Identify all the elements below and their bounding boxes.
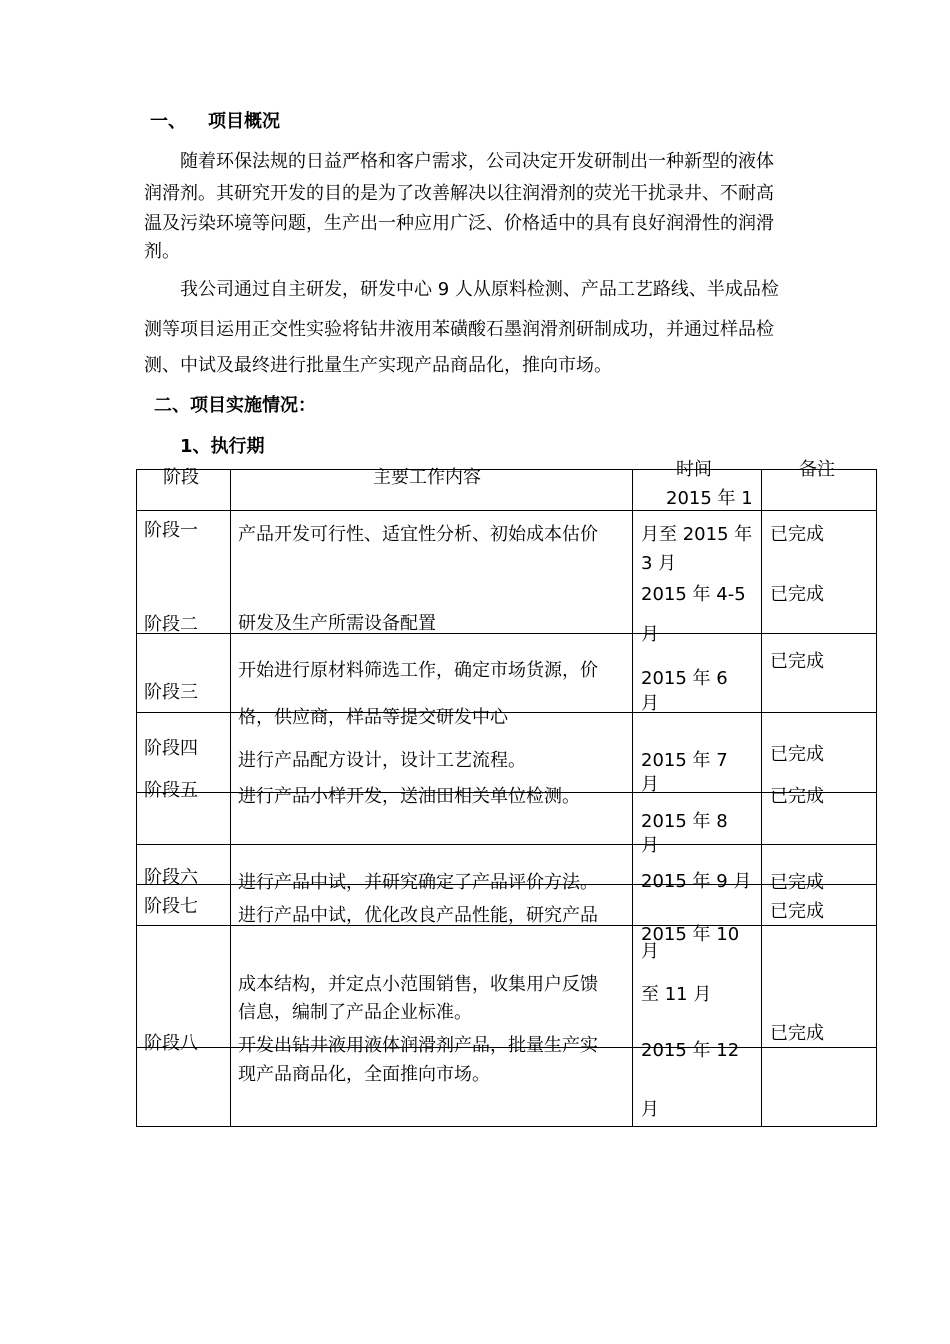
- table-cell-content: 开发出钻井液用液体润滑剂产品，批量生产实: [238, 1035, 598, 1056]
- paragraph-line: 温及污染环境等问题，生产出一种应用广泛、价格适中的具有良好润滑性的润滑: [144, 213, 774, 234]
- table-cell-stage: 阶段一: [144, 520, 198, 541]
- table-cell-note: 已完成: [770, 584, 824, 605]
- table-cell-content: 产品开发可行性、适宜性分析、初始成本估价: [238, 524, 598, 545]
- table-header-stage: 阶段: [163, 467, 199, 488]
- table-cell-note: 已完成: [770, 651, 824, 672]
- table-header-time: 时间: [676, 459, 712, 480]
- paragraph-line: 测等项目运用正交性实验将钻井液用苯磺酸石墨润滑剂研制成功，并通过样品检: [144, 319, 774, 340]
- table-cell-time: 2015 年 6: [641, 668, 728, 689]
- table-cell-stage: 阶段七: [144, 896, 198, 917]
- table-cell-stage: 阶段三: [144, 682, 198, 703]
- table-cell-time: 2015 年 12: [641, 1040, 740, 1061]
- section-title: 二、项目实施情况：: [154, 395, 316, 416]
- table-cell-time: 月: [641, 941, 659, 962]
- table-cell-time: 月: [641, 774, 659, 795]
- table-cell-content: 开始进行原材料筛选工作，确定市场货源，价: [238, 660, 598, 681]
- table-cell-time: 月: [641, 835, 659, 856]
- table-cell-time: 月至 2015 年: [641, 524, 753, 545]
- table-cell-time: 2015 年 9 月: [641, 871, 752, 892]
- table-cell-stage: 阶段八: [144, 1033, 198, 1054]
- table-border: [136, 469, 877, 470]
- table-cell-content: 成本结构，并定点小范围销售，收集用户反馈: [238, 974, 598, 995]
- table-cell-time: 2015 年 10: [641, 924, 740, 945]
- paragraph-line: 我公司通过自主研发，研发中心 9 人从原料检测、产品工艺路线、半成品检: [180, 279, 779, 300]
- table-cell-note: 已完成: [770, 524, 824, 545]
- table-cell-note: 已完成: [770, 872, 824, 893]
- table-header-content: 主要工作内容: [373, 467, 481, 488]
- table-cell-content: 格，供应商，样品等提交研发中心: [238, 707, 508, 728]
- table-cell-stage: 阶段四: [144, 738, 198, 759]
- table-border: [761, 469, 762, 1127]
- table-cell-time: 2015 年 4-5: [641, 584, 746, 605]
- table-cell-content: 进行产品小样开发，送油田相关单位检测。: [238, 786, 580, 807]
- subsection-title: 1、执行期: [180, 436, 265, 457]
- table-border: [136, 844, 877, 845]
- table-cell-stage: 阶段六: [144, 867, 198, 888]
- table-border: [136, 1126, 877, 1127]
- section-number: 一、: [150, 111, 186, 132]
- section-title: 项目概况: [208, 111, 280, 132]
- paragraph-line: 随着环保法规的日益严格和客户需求，公司决定开发研制出一种新型的液体: [180, 151, 774, 172]
- table-cell-content: 进行产品中试，并研究确定了产品评价方法。: [238, 872, 598, 893]
- table-border: [876, 469, 877, 1127]
- table-border: [230, 469, 231, 1127]
- table-cell-time: 3 月: [641, 553, 677, 574]
- table-cell-note: 已完成: [770, 1023, 824, 1044]
- table-cell-content: 信息，编制了产品企业标准。: [238, 1002, 472, 1023]
- table-cell-note: 已完成: [770, 786, 824, 807]
- table-cell-stage: 阶段五: [144, 780, 198, 801]
- table-cell-content: 进行产品中试，优化改良产品性能，研究产品: [238, 905, 598, 926]
- table-border: [136, 469, 137, 1127]
- table-border: [632, 469, 633, 1127]
- paragraph-line: 测、中试及最终进行批量生产实现产品商品化，推向市场。: [144, 355, 612, 376]
- table-cell-time: 至 11 月: [641, 984, 712, 1005]
- table-cell-time: 月: [641, 693, 659, 714]
- table-cell-time: 2015 年 8: [641, 811, 728, 832]
- table-cell-time: 月: [641, 624, 659, 645]
- table-header-note: 备注: [799, 459, 835, 480]
- table-cell-content: 现产品商品化，全面推向市场。: [238, 1064, 490, 1085]
- paragraph-line: 剂。: [144, 241, 180, 262]
- table-cell-time: 月: [641, 1099, 659, 1120]
- table-cell-stage: 阶段二: [144, 614, 198, 635]
- paragraph-line: 润滑剂。其研究开发的目的是为了改善解决以往润滑剂的荧光干扰录井、不耐高: [144, 183, 774, 204]
- table-cell-time: 2015 年 7: [641, 750, 728, 771]
- table-cell-time: 2015 年 1: [666, 488, 753, 509]
- table-cell-note: 已完成: [770, 744, 824, 765]
- table-cell-note: 已完成: [770, 901, 824, 922]
- table-cell-content: 研发及生产所需设备配置: [238, 613, 436, 634]
- table-cell-content: 进行产品配方设计，设计工艺流程。: [238, 750, 526, 771]
- table-border: [136, 510, 877, 511]
